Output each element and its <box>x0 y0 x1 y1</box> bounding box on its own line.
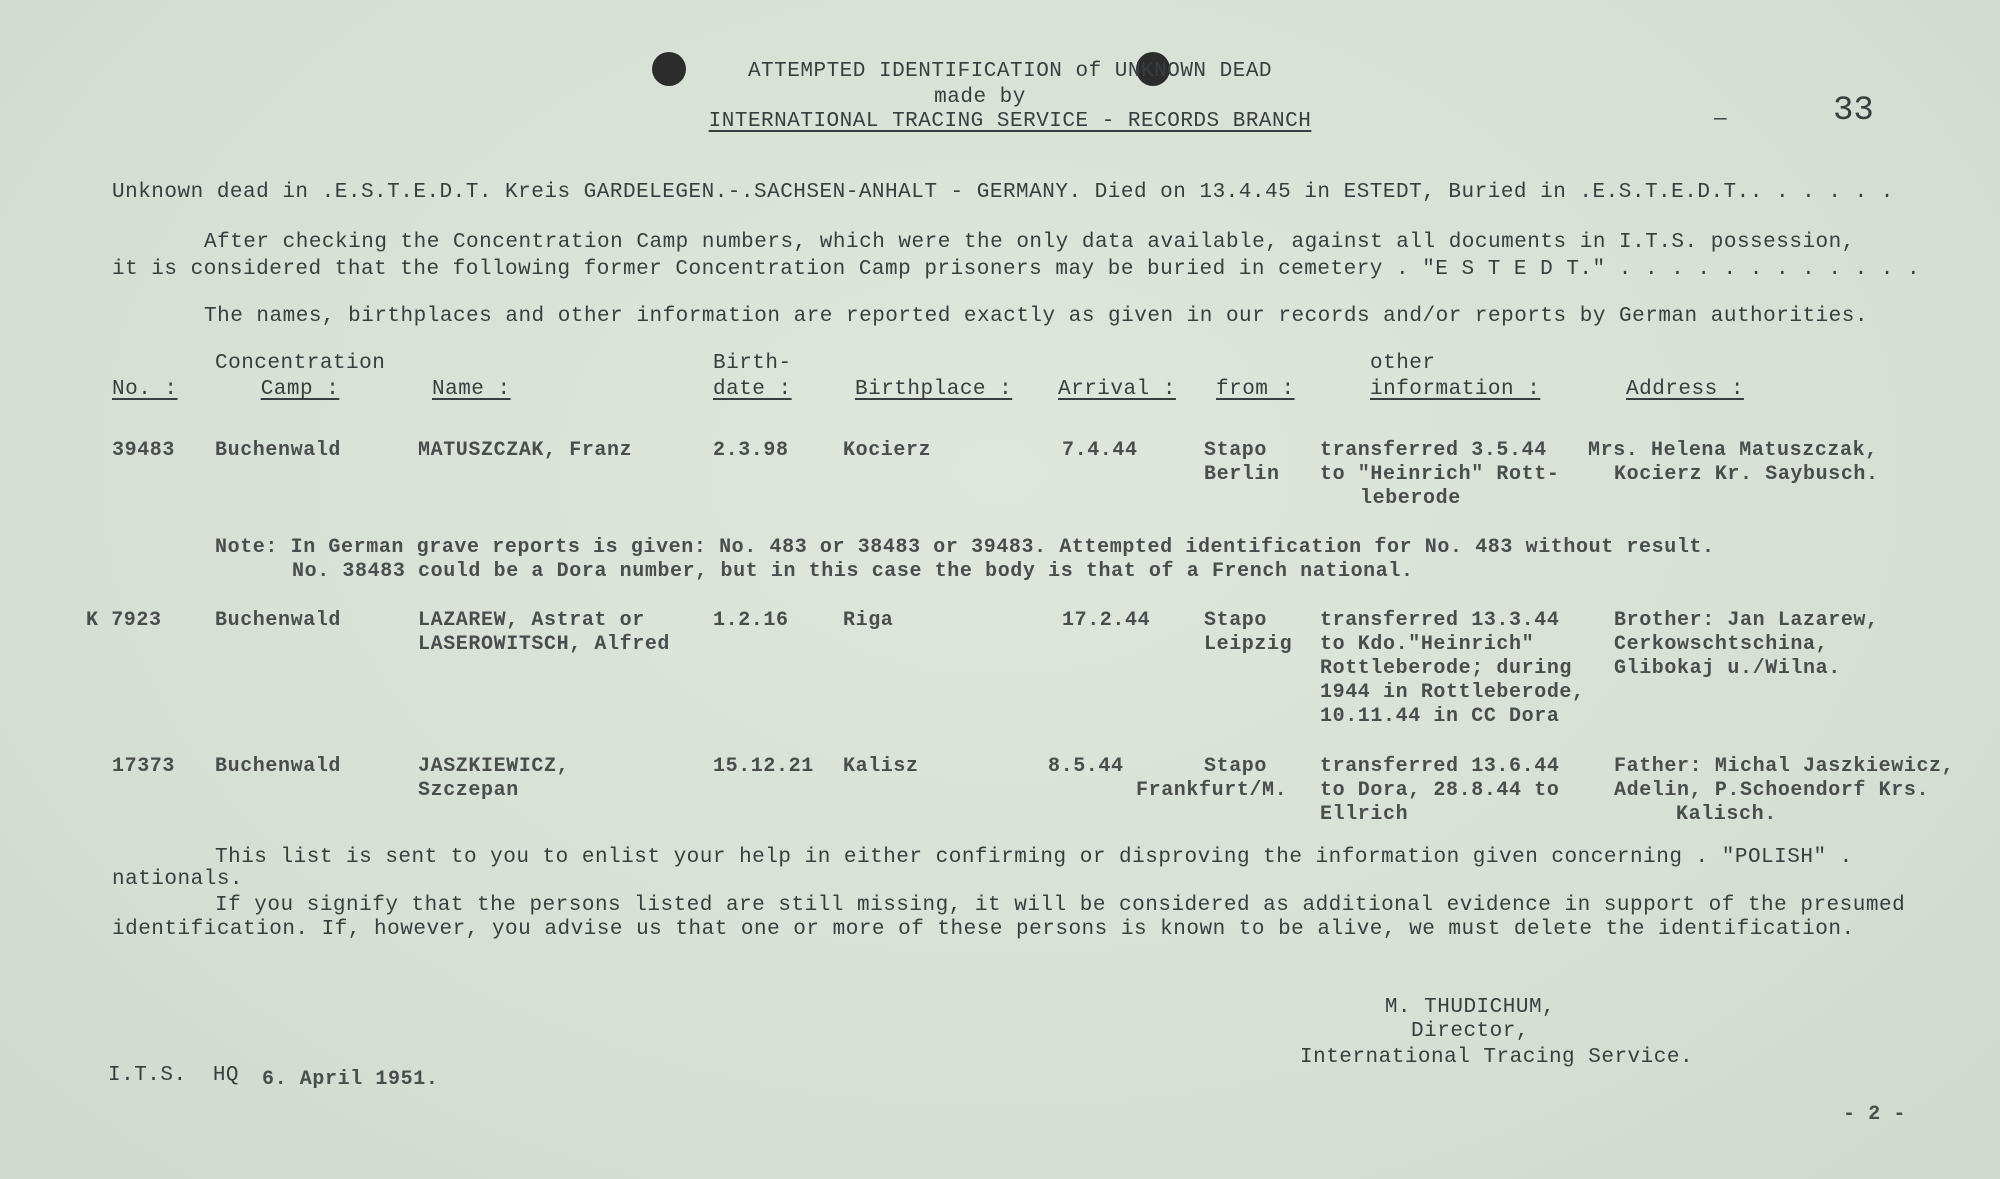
signature-title: Director, <box>1411 1020 1529 1043</box>
record-address: Glibokaj u./Wilna. <box>1614 657 1841 680</box>
note-line1: Note: In German grave reports is given: No. 483 or 38483 or 39483. Attempted identification for No. 483 without result. <box>215 536 1715 559</box>
closing-line4: identification. If, however, you advise us that one or more of these persons is known to be alive, we must delete the identification. <box>112 918 1855 941</box>
made-by-text: made by <box>934 86 1026 109</box>
closing-line3: If you signify that the persons listed are still missing, it will be considered as additional evidence in support of the presumed <box>215 894 1906 917</box>
record-address: Father: Michal Jaszkiewicz, <box>1614 755 1955 778</box>
record-no: K 7923 <box>86 609 162 632</box>
record-address: Adelin, P.Schoendorf Krs. <box>1614 779 1930 802</box>
record-birthplace: Riga <box>843 609 894 632</box>
record-name: LASEROWITSCH, Alfred <box>418 633 671 656</box>
col-camp-top: Concentration <box>215 352 386 375</box>
record-info: transferred 3.5.44 <box>1320 439 1547 462</box>
record-address: Cerkowschtschina, <box>1614 633 1829 656</box>
organization-title: INTERNATIONAL TRACING SERVICE - RECORDS BRANCH <box>708 110 1312 133</box>
record-info: to Kdo."Heinrich" <box>1320 633 1535 656</box>
record-camp: Buchenwald <box>215 439 342 462</box>
col-birthdate: date : <box>713 378 792 401</box>
closing-line1: This list is sent to you to enlist your help in either confirming or disproving the information given concerning . "POLISH" . <box>215 846 1853 869</box>
record-address: Mrs. Helena Matuszczak, <box>1588 439 1878 462</box>
record-camp: Buchenwald <box>215 755 342 778</box>
col-camp: Camp : <box>260 378 340 401</box>
record-info: 10.11.44 in CC Dora <box>1320 705 1560 728</box>
col-address: Address : <box>1626 378 1744 401</box>
paragraph-names: The names, birthplaces and other information are reported exactly as given in our records and/or reports by German authorities. <box>204 305 1868 328</box>
col-from: from : <box>1216 378 1295 401</box>
record-from: Stapo <box>1204 609 1268 632</box>
page-number: - 2 - <box>1843 1103 1907 1126</box>
record-info: Rottleberode; during <box>1320 657 1573 680</box>
record-arrival: 8.5.44 <box>1048 755 1124 778</box>
record-info: 1944 in Rottleberode, <box>1320 681 1585 704</box>
footer-date: 6. April 1951. <box>262 1068 439 1091</box>
note-line2: No. 38483 could be a Dora number, but in this case the body is that of a French national. <box>292 560 1414 583</box>
intro-line: Unknown dead in .E.S.T.E.D.T. Kreis GARDELEGEN.-.SACHSEN-ANHALT - GERMANY. Died on 13.4.45 in ESTEDT, Buried in .E.S.T.E.D.T.. . . . . . <box>112 181 1894 204</box>
record-info: transferred 13.3.44 <box>1320 609 1560 632</box>
record-from: Stapo <box>1204 439 1268 462</box>
record-address: Kalisch. <box>1676 803 1777 826</box>
record-from: Berlin <box>1204 463 1280 486</box>
record-birthdate: 2.3.98 <box>713 439 789 462</box>
record-birthdate: 15.12.21 <box>713 755 814 778</box>
closing-line2: nationals. <box>112 868 244 891</box>
record-info: leberode <box>1360 487 1461 510</box>
document-title: ATTEMPTED IDENTIFICATION of UNKNOWN DEAD <box>747 60 1273 83</box>
page-mark: 33 <box>1833 92 1874 130</box>
record-name: MATUSZCZAK, Franz <box>418 439 633 462</box>
col-birthplace: Birthplace : <box>855 378 1013 401</box>
col-no: No. : <box>112 378 178 401</box>
record-birthdate: 1.2.16 <box>713 609 789 632</box>
record-info: Ellrich <box>1320 803 1409 826</box>
col-other-top: other <box>1370 352 1436 375</box>
record-from: Frankfurt/M. <box>1136 779 1288 802</box>
record-info: to Dora, 28.8.44 to <box>1320 779 1560 802</box>
record-birthplace: Kalisz <box>843 755 919 778</box>
record-no: 39483 <box>112 439 176 462</box>
record-name: JASZKIEWICZ, <box>418 755 570 778</box>
signature-org: International Tracing Service. <box>1300 1046 1694 1069</box>
record-arrival: 7.4.44 <box>1062 439 1138 462</box>
record-from: Leipzig <box>1204 633 1293 656</box>
record-name: Szczepan <box>418 779 519 802</box>
col-arrival: Arrival : <box>1058 378 1176 401</box>
record-info: to "Heinrich" Rott- <box>1320 463 1560 486</box>
record-no: 17373 <box>112 755 176 778</box>
record-address: Kocierz Kr. Saybusch. <box>1614 463 1879 486</box>
record-arrival: 17.2.44 <box>1062 609 1151 632</box>
signature-name: M. THUDICHUM, <box>1384 996 1556 1019</box>
record-camp: Buchenwald <box>215 609 342 632</box>
paragraph-check-line1: After checking the Concentration Camp numbers, which were the only data available, against all documents in I.T.S. possession, <box>204 231 1855 254</box>
col-name: Name : <box>432 378 511 401</box>
col-birth-top: Birth- <box>713 352 792 375</box>
footer-place: I.T.S. HQ <box>108 1064 240 1087</box>
col-other: information : <box>1370 378 1541 401</box>
record-info: transferred 13.6.44 <box>1320 755 1560 778</box>
header-dash: — <box>1714 108 1728 131</box>
record-birthplace: Kocierz <box>843 439 932 462</box>
record-address: Brother: Jan Lazarew, <box>1614 609 1879 632</box>
paragraph-check-line2: it is considered that the following former Concentration Camp prisoners may be buried in cemetery . "E S T E D T." . . . . . . . . . . . . <box>112 258 1921 281</box>
record-name: LAZAREW, Astrat or <box>418 609 645 632</box>
record-from: Stapo <box>1204 755 1268 778</box>
